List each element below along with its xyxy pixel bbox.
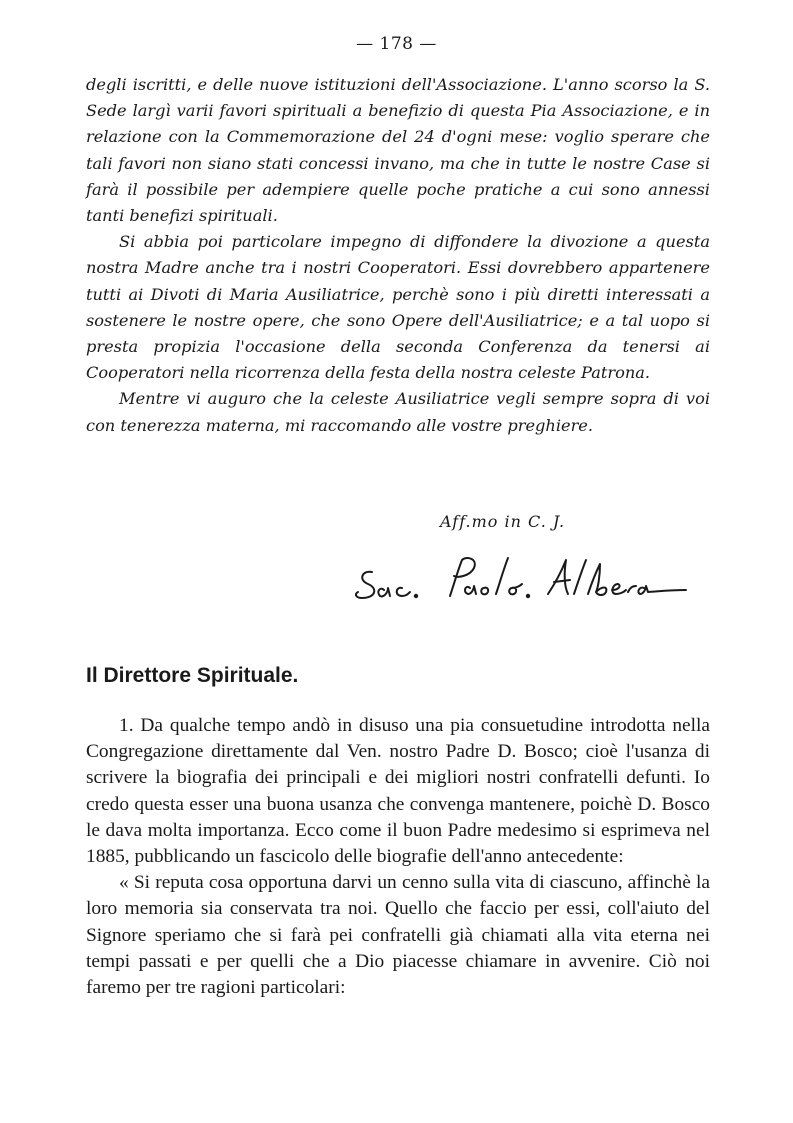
handwritten-signature [350, 552, 690, 612]
signature-drawing [350, 552, 690, 612]
letter-closing: Aff.mo in C. J. [440, 512, 566, 531]
page-number: — 178 — [356, 34, 437, 54]
section-heading: Il Direttore Spirituale. [86, 664, 299, 687]
body-paragraph: « Si reputa cosa opportuna darvi un cenno sulla vita di ciascuno, affinchè la loro memoria sia conservata tra noi. Quello che faccio per essi, coll'aiuto del Signore speriamo che si farà pei confratelli già chiamati alla vita eterna nei tempi passati e per quelli che a Dio piacesse chiamare in avvenire. Ciò noi faremo per tre ragioni particolari: [86, 872, 710, 999]
letter-text [86, 72, 710, 439]
body-paragraph: 1. Da qualche tempo andò in disuso una pia consuetudine introdotta nella Congregazione direttamente dal Ven. nostro Padre D. Bosco; cioè l'usanza di scrivere la biografia dei principali e dei migliori nostri confratelli defunti. Io credo questa esser una buona usanza che convenga mantenere, poichè D. Bosco le dava molta importanza. Ecco come il buon Padre medesimo si esprimeva nel 1885, pubblicando un fascicolo delle biografie dell'anno antecedente: [86, 715, 710, 868]
letter-paragraph: degli iscritti, e delle nuove istituzioni dell'Associazione. L'anno scorso la S. Sede largì varii favori spirituali a benefizio di questa Pia Associazione, e in relazione con la Commemorazione del 24 d'ogni mese: voglio sperare che tali favori non siano stati concessi invano, ma che in tutte le nostre Case si farà il possibile per adempiere quelle poche pratiche a cui sono annessi tanti benefizi spirituali. [86, 75, 710, 226]
letter-paragraph: Mentre vi auguro che la celeste Ausiliatrice vegli sempre sopra di voi con tenerezza materna, mi raccomando alle vostre preghiere. [86, 389, 710, 435]
letter-paragraph: Si abbia poi particolare impegno di diffondere la divozione a questa nostra Madre anche tra i nostri Cooperatori. Essi dovrebbero appartenere tutti ai Divoti di Maria Ausiliatrice, perchè sono i più diretti interessati a sostenere le nostre opere, che sono Opere dell'Ausiliatrice; e a tal uopo si presta propizia l'occasione della seconda Conferenza da tenersi ai Cooperatori nella ricorrenza della festa della nostra celeste Patrona. [86, 232, 710, 383]
section-body [86, 713, 710, 1001]
